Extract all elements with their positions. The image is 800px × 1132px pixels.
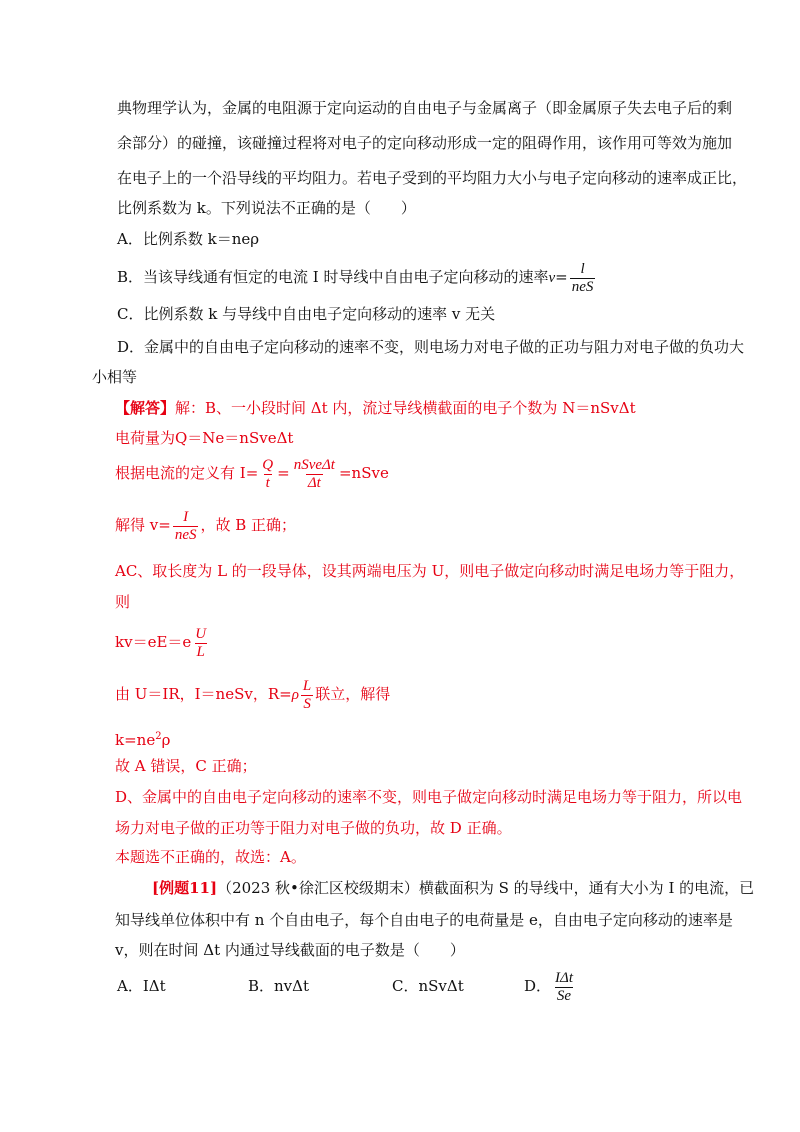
answer-line-9-post: ρ <box>161 731 171 749</box>
problem-text-line-1: 典物理学认为，金属的电阻源于定向运动的自由电子与金属离子（即金属原子失去电子后的剩 <box>117 99 733 117</box>
answer-line-13: 本题选不正确的，故选：A。 <box>115 848 306 866</box>
example-11-line-1-text: （2023 秋•徐汇区校级期末）横截面积为 S 的导线中，通有大小为 I 的电流，已 <box>217 879 755 897</box>
answer-line-8-post: 联立，解得 <box>315 685 391 703</box>
example-11-line-1 <box>152 878 754 898</box>
option-b-eq: = <box>555 268 568 286</box>
option-b-numerator: l <box>580 260 585 277</box>
fraction-denominator: S <box>303 695 311 712</box>
answer-line-7-pre: kv＝eE＝e <box>115 633 192 651</box>
fraction-denominator: t <box>265 474 270 491</box>
answer-line-3-pre: 根据电流的定义有 I= <box>115 464 259 482</box>
fraction-idt-over-se <box>553 970 575 1005</box>
fraction-numerator: nSveΔt <box>293 456 335 473</box>
problem-text-line-2: 余部分）的碰撞，该碰撞过程将对电子的定向移动形成一定的阻碍作用，该作用可等效为施加 <box>117 134 733 152</box>
example-11-option-a: A．IΔt <box>117 977 166 995</box>
problem-text-line-4: 比例系数为 k。下列说法不正确的是（ ） <box>117 199 416 217</box>
option-d-line-1: D．金属中的自由电子定向移动的速率不变，则电场力对电子做的正功与阻力对电子做的负功大 <box>117 338 745 356</box>
fraction-denominator: neS <box>174 526 197 543</box>
answer-line-1-text: 解：B、一小段时间 Δt 内，流过导线横截面的电子个数为 N＝nSvΔt <box>175 399 636 417</box>
answer-line-3-post: =nSve <box>338 464 389 482</box>
answer-line-9-pre: k=ne <box>115 731 156 749</box>
answer-tag: 【解答】 <box>115 399 176 417</box>
answer-line-8 <box>115 674 390 715</box>
option-d-label: D． <box>524 977 552 995</box>
equals-sign: = <box>277 464 290 482</box>
example-11-line-3: v，则在时间 Δt 内通过导线截面的电子数是（ ） <box>115 941 465 959</box>
answer-line-4-post: ，故 B 正确； <box>200 516 297 534</box>
answer-line-5: AC、取长度为 L 的一段导体，设其两端电压为 U，则电子做定向移动时满足电场力等于阻力， <box>115 562 745 580</box>
answer-line-2: 电荷量为Q＝Ne＝nSveΔt <box>115 429 294 447</box>
fraction-denominator: L <box>196 643 205 660</box>
option-a: A．比例系数 k＝neρ <box>117 230 260 248</box>
fraction-i-over-nes <box>173 509 199 544</box>
fraction-denominator: Se <box>556 987 572 1004</box>
answer-line-7 <box>115 622 210 662</box>
fraction-numerator: I <box>183 508 189 525</box>
rho-symbol: ρ <box>291 687 299 703</box>
fraction-numerator: Q <box>262 456 274 473</box>
fraction-numerator: IΔt <box>555 969 573 986</box>
answer-line-10: 故 A 错误，C 正确； <box>115 757 257 775</box>
answer-line-1 <box>115 398 636 418</box>
answer-line-8-pre: 由 U＝IR，I＝neSv，R= <box>115 685 292 703</box>
fraction-numerator: L <box>302 677 312 694</box>
fraction-q-over-t <box>260 457 275 492</box>
option-b-text: B．当该导线通有恒定的电流 I 时导线中自由电子定向移动的速率 <box>117 268 549 286</box>
answer-line-4 <box>115 505 296 545</box>
answer-line-9 <box>115 727 170 750</box>
option-b-fraction <box>570 261 596 296</box>
superscript: 2 <box>155 731 162 742</box>
option-b-var: v <box>548 270 556 286</box>
answer-line-12: 场力对电子做的正功等于阻力对电子做的负功，故 D 正确。 <box>115 819 512 837</box>
example-11-option-c: C．nSvΔt <box>392 977 464 995</box>
answer-line-3 <box>115 452 389 494</box>
fraction-l-over-s <box>301 678 313 713</box>
option-d-line-2: 小相等 <box>92 368 138 386</box>
option-b-denominator: neS <box>571 278 594 295</box>
example-11-line-2: 知导线单位体积中有 n 个自由电子，每个自由电子的电荷量是 e，自由电子定向移动的速率是 <box>115 911 733 929</box>
answer-line-11: D、金属中的自由电子定向移动的速率不变，则电子做定向移动时满足电场力等于阻力，所以电 <box>115 788 743 806</box>
option-c: C．比例系数 k 与导线中自由电子定向移动的速率 v 无关 <box>117 305 496 323</box>
problem-text-line-3: 在电子上的一个沿导线的平均阻力。若电子受到的平均阻力大小与电子定向移动的速率成正比， <box>117 169 748 187</box>
option-b <box>117 258 597 297</box>
answer-line-6: 则 <box>115 593 131 611</box>
fraction-nsvedt-over-dt <box>292 457 337 492</box>
fraction-numerator: U <box>195 625 207 642</box>
answer-line-4-pre: 解得 v= <box>115 516 171 534</box>
example-tag: [例题11] <box>152 879 218 897</box>
example-11-option-b: B．nvΔt <box>248 977 310 995</box>
example-11-option-d <box>524 967 577 1005</box>
fraction-u-over-l <box>193 626 208 661</box>
fraction-denominator: Δt <box>307 474 321 491</box>
